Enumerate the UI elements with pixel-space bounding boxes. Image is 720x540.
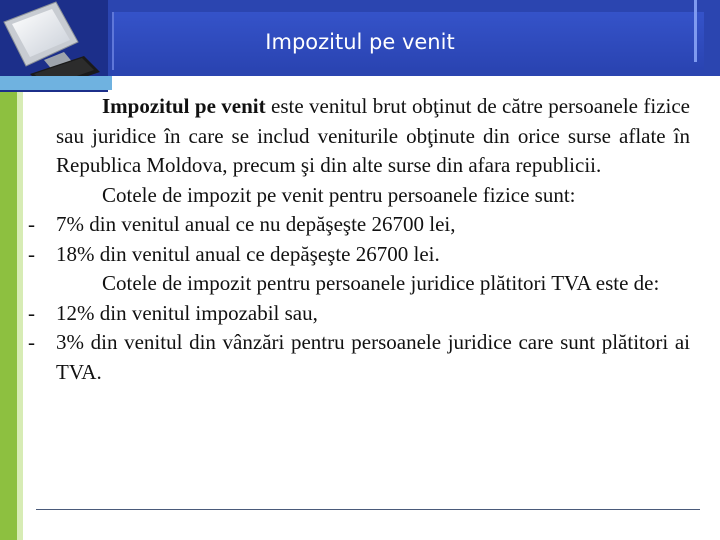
- slide-body: [26, 92, 690, 387]
- definition-text: este venitul brut obţinut de către persoanele fizice sau juridice în care se includ veniturile obţinute din orice surse aflate în Republica Moldova, precum şi din alte surse din afara republicii.: [56, 94, 690, 177]
- list-item: - 18% din venitul anual ce depăşeşte 26700 lei.: [28, 241, 440, 266]
- companies-rates-intro: Cotele de impozit pentru persoanele juridice plătitori TVA este de:: [102, 271, 660, 295]
- left-accent-bar-light: [17, 92, 23, 540]
- left-accent-bar: [0, 92, 17, 540]
- individuals-rates-intro: Cotele de impozit pe venit pentru persoanele fizice sunt:: [102, 182, 576, 207]
- definition-paragraph: [26, 92, 690, 181]
- term-bold: Impozitul pe venit: [102, 94, 266, 118]
- list-item: - 7% din venitul anual ce nu depăşeşte 26700 lei,: [28, 212, 456, 236]
- list-item: - 3% din venitul din vânzări pentru persoanele juridice care sunt plătitori ai TVA.: [28, 330, 690, 384]
- footer-divider: [36, 509, 700, 510]
- list-item: - 12% din venitul impozabil sau,: [28, 300, 318, 325]
- slide-title: Impozitul pe venit: [265, 30, 455, 54]
- header-accent-strip: [0, 76, 112, 90]
